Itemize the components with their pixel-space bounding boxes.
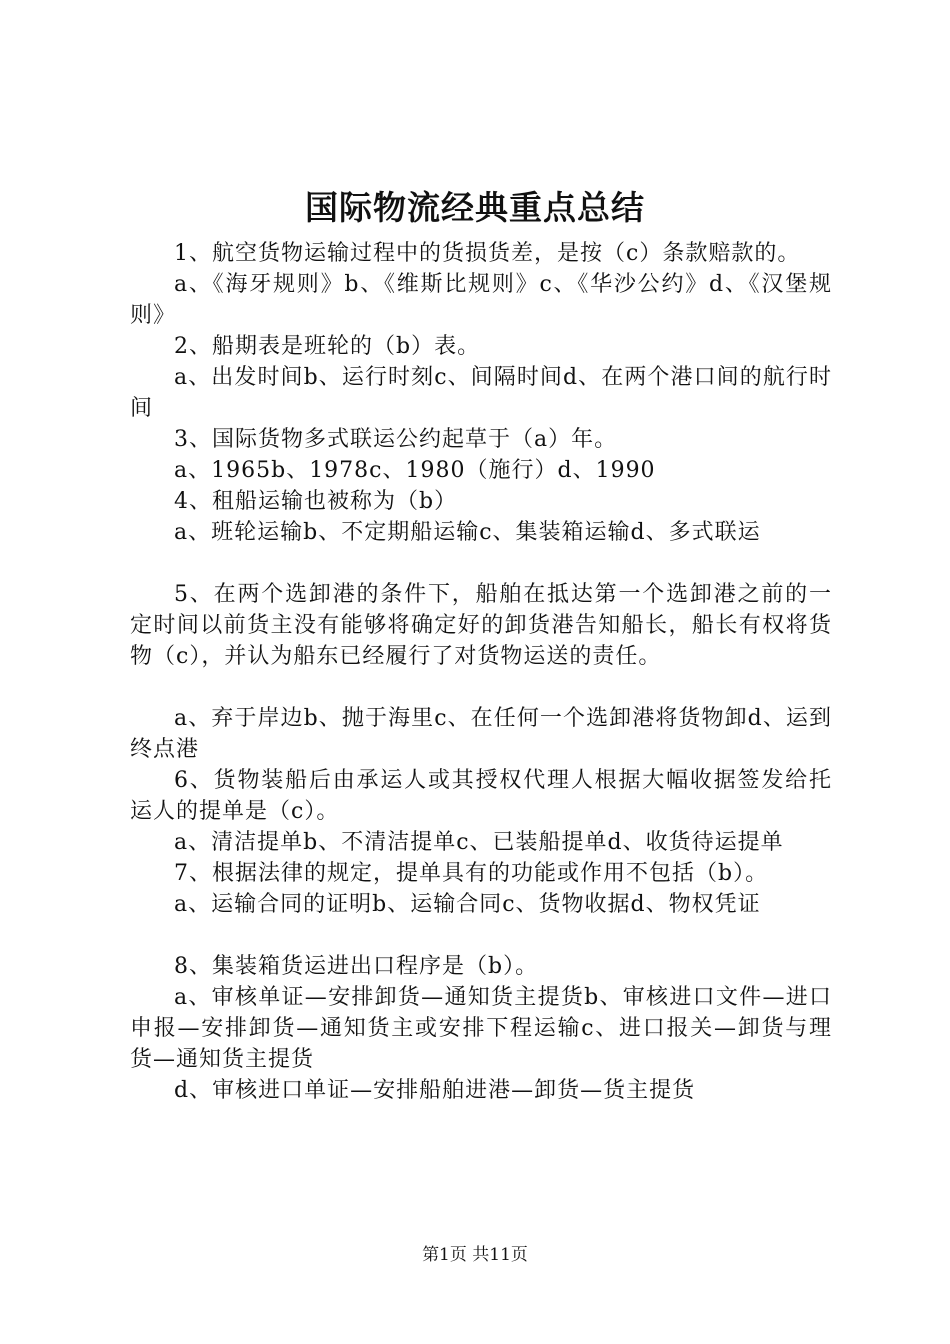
page-number-footer: 第1页 共11页 <box>422 1245 528 1265</box>
question-1: 1、航空货物运输过程中的货损货差，是按（c）条款赔款的。 <box>174 241 801 266</box>
question-7: 7、根据法律的规定，提单具有的功能或作用不包括（b）。 <box>174 861 769 886</box>
options-6: a、清洁提单b、不清洁提单c、已装船提单d、收货待运提单 <box>174 830 784 855</box>
question-4: 4、租船运输也被称为（b） <box>174 489 458 514</box>
question-5: 5、在两个选卸港的条件下，船舶在抵达第一个选卸港之前的一定时间以前货主没有能够将确定好的卸货港告知船长，船长有权将货物（c），并认为船东已经履行了对货物运送的责任。 <box>130 582 832 669</box>
paragraph-gap <box>130 548 832 579</box>
options-2: a、出发时间b、运行时刻c、间隔时间d、在两个港口间的航行时间 <box>130 365 832 421</box>
paragraph-gap <box>130 672 832 703</box>
options-7: a、运输合同的证明b、运输合同c、货物收据d、物权凭证 <box>174 892 761 917</box>
paragraph-gap <box>130 920 832 951</box>
document-body <box>130 238 832 1106</box>
options-8-abc: a、审核单证—安排卸货—通知货主提货b、审核进口文件—进口申报—安排卸货—通知货主或安排下程运输c、进口报关—卸货与理货—通知货主提货 <box>130 985 832 1072</box>
document-title: 国际物流经典重点总结 <box>305 188 645 227</box>
question-8: 8、集装箱货运进出口程序是（b）。 <box>174 954 539 979</box>
question-3: 3、国际货物多式联运公约起草于（a）年。 <box>174 427 618 452</box>
question-2: 2、船期表是班轮的（b）表。 <box>174 334 481 359</box>
options-4: a、班轮运输b、不定期船运输c、集装箱运输d、多式联运 <box>174 520 761 545</box>
options-3: a、1965b、1978c、1980（施行）d、1990 <box>174 458 656 483</box>
options-8-d: d、审核进口单证—安排船舶进港—卸货—货主提货 <box>174 1078 696 1103</box>
question-6: 6、货物装船后由承运人或其授权代理人根据大幅收据签发给托运人的提单是（c）。 <box>130 768 832 824</box>
options-1: a、《海牙规则》b、《维斯比规则》c、《华沙公约》d、《汉堡规则》 <box>130 272 832 328</box>
options-5: a、弃于岸边b、抛于海里c、在任何一个选卸港将货物卸d、运到终点港 <box>130 706 832 762</box>
